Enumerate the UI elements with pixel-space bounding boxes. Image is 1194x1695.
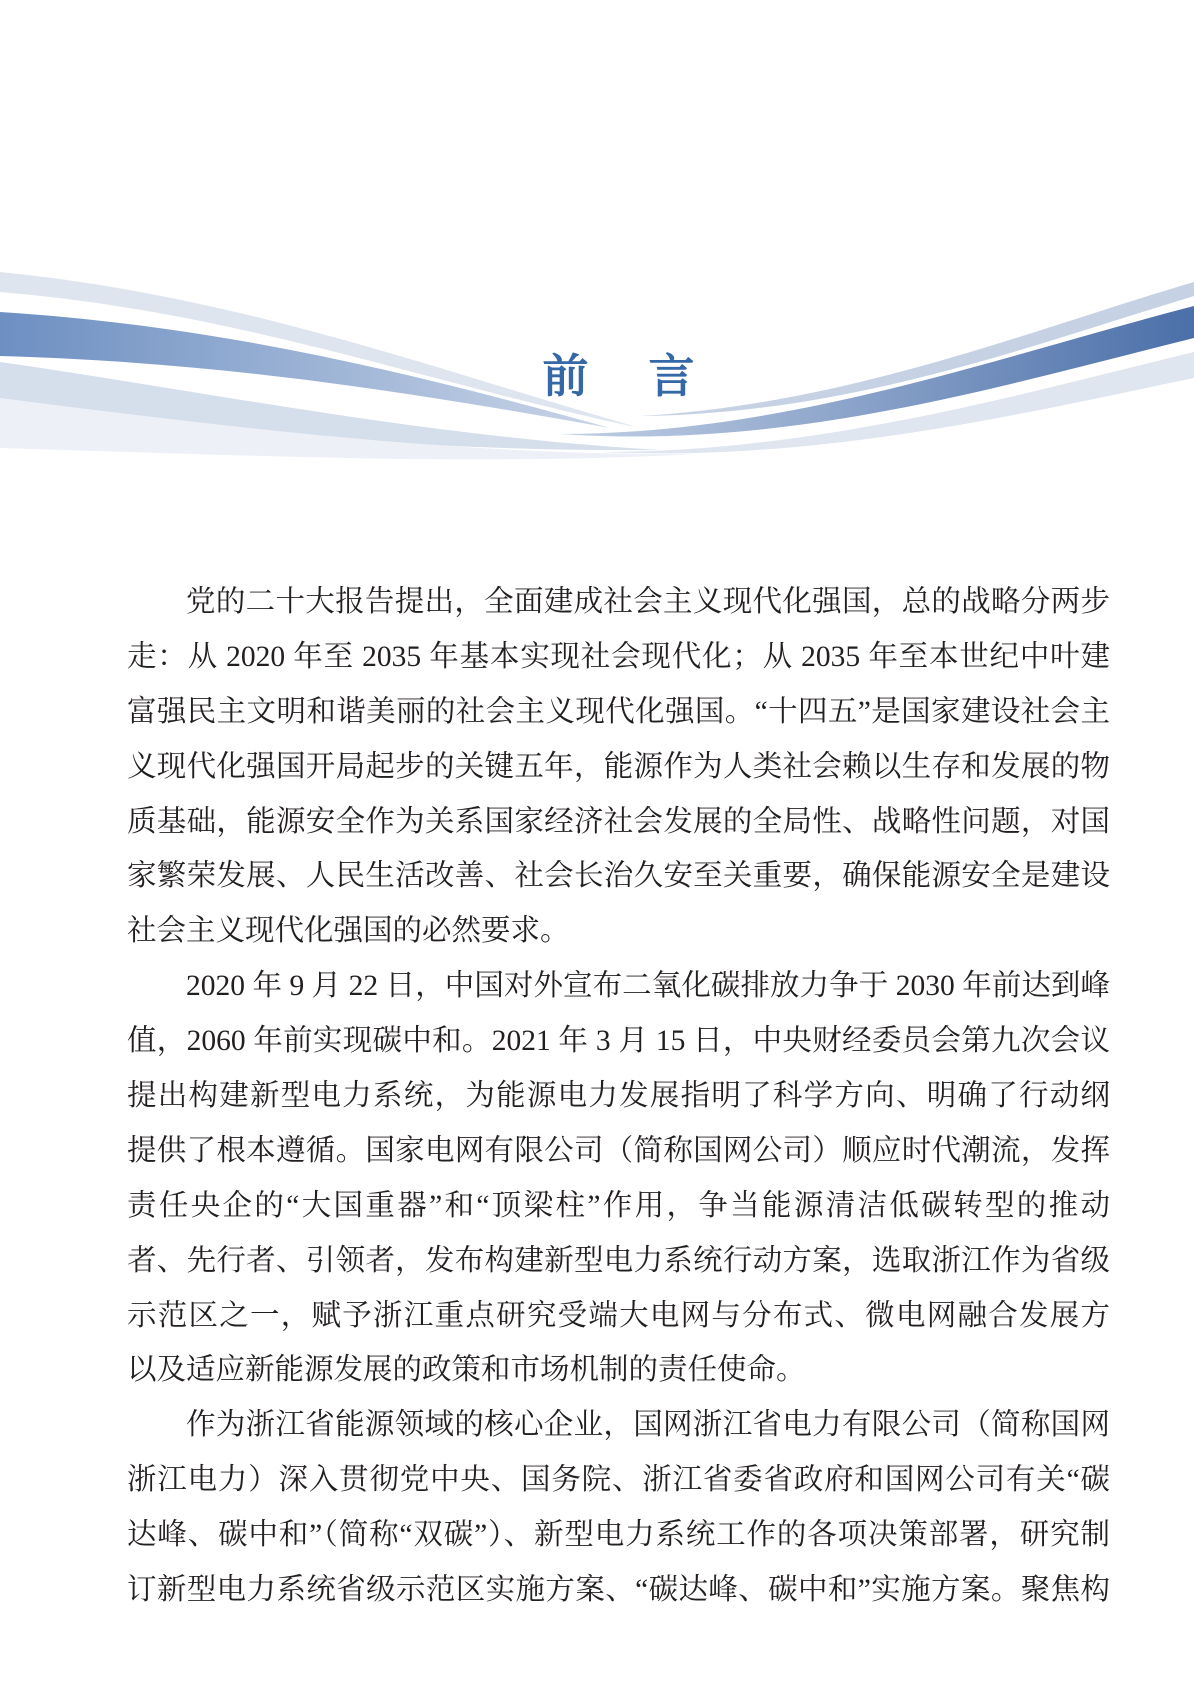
text-line: 责任央企的“大国重器”和“顶梁柱”作用，争当能源清洁低碳转型的推动 [127,1189,1110,1222]
text-line: 党的二十大报告提出，全面建成社会主义现代化强国，总的战略分两步 [186,586,1110,618]
text-line: 者、先行者、引领者，发布构建新型电力系统行动方案，选取浙江作为省级 [127,1244,1110,1277]
text-line: 值，2060 年前实现碳中和。2021 年 3 月 15 日，中央财经委员会第九次会议 [127,1025,1110,1058]
text-line: 社会主义现代化强国的必然要求。 [127,915,570,948]
text-line: 家繁荣发展、人民生活改善、社会长治久安至关重要，确保能源安全是建设 [127,860,1110,893]
page-title: 前 言 [542,349,695,403]
paragraph-3 [127,1398,1110,1618]
text-line: 2020 年 9 月 22 日，中国对外宣布二氧化碳排放力争于 2030 年前达到峰 [186,970,1110,1003]
text-line: 以及适应新能源发展的政策和市场机制的责任使命。 [127,1354,806,1387]
text-line: 提供了根本遵循。国家电网有限公司（简称国网公司）顺应时代潮流，发挥 [127,1134,1110,1167]
text-line: 订新型电力系统省级示范区实施方案、“碳达峰、碳中和”实施方案。聚焦构 [127,1574,1110,1607]
text-line: 质基础，能源安全作为关系国家经济社会发展的全局性、战略性问题，对国 [127,805,1110,838]
text-line: 达峰、碳中和”（简称“双碳”）、新型电力系统工作的各项决策部署，研究制 [127,1519,1110,1552]
text-line: 富强民主文明和谐美丽的社会主义现代化强国。“十四五”是国家建设社会主 [127,695,1110,728]
paragraph-2 [127,959,1110,1398]
text-line: 示范区之一，赋予浙江重点研究受端大电网与分布式、微电网融合发展方 [127,1299,1110,1332]
decorative-wave [0,0,1194,500]
text-line: 义现代化强国开局起步的关键五年，能源作为人类社会赖以生存和发展的物 [127,750,1110,783]
text-line: 走：从 2020 年至 2035 年基本实现社会现代化；从 2035 年至本世纪中叶建 [127,640,1110,673]
text-line: 作为浙江省能源领域的核心企业，国网浙江省电力有限公司（简称国网 [186,1409,1110,1442]
text-line: 浙江电力）深入贯彻党中央、国务院、浙江省委省政府和国网公司有关“碳 [127,1464,1110,1497]
paragraph-1 [127,575,1110,959]
text-line: 提出构建新型电力系统，为能源电力发展指明了科学方向、明确了行动纲 [127,1080,1110,1113]
preface-body [127,575,1110,1618]
